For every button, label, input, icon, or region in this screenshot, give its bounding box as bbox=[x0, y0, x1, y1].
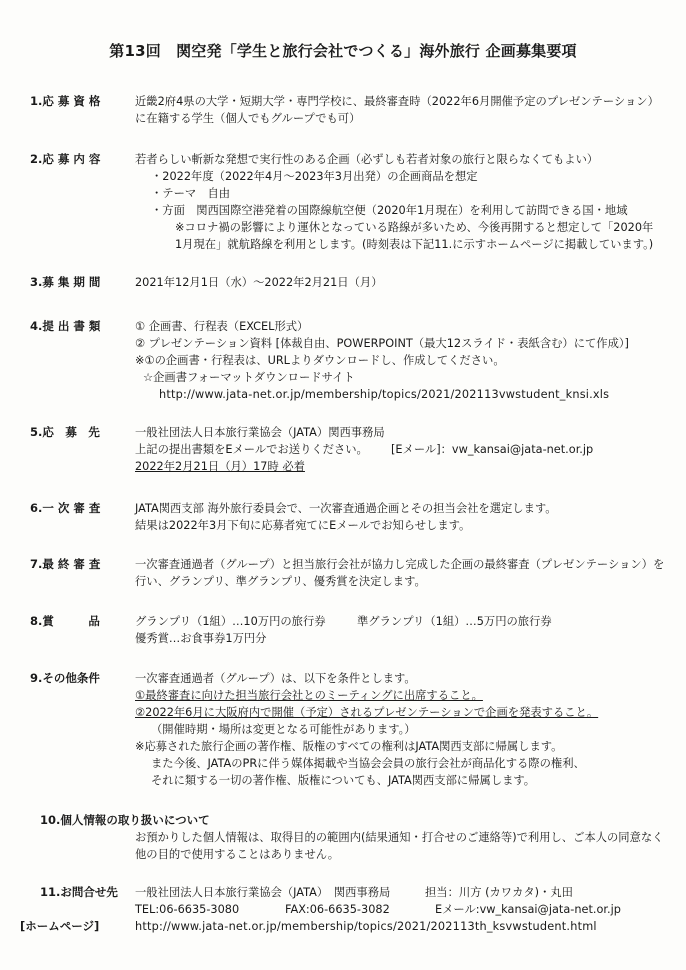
prize-excellence: 優秀賞…お食事券1万円分 bbox=[135, 632, 267, 645]
text-line: （開催時期・場所は変更となる可能性があります。） bbox=[151, 723, 416, 736]
instruction-text: 上記の提出書類をEメールでお送りください。 bbox=[135, 443, 368, 456]
section-label: 8.賞 品 bbox=[30, 614, 100, 628]
org-name: 一般社団法人日本旅行業協会（JATA） 関西事務局 bbox=[135, 886, 391, 899]
text-line: 若者らしい斬新な発想で実行性のある企画（必ずしも若者対象の旅行と限らなくてもよい） bbox=[135, 153, 599, 166]
fax-number: FAX:06-6635-3082 bbox=[285, 903, 390, 916]
text-line: ※①の企画書・行程表は、URLよりダウンロードし、作成してください。 bbox=[135, 354, 505, 367]
section-body bbox=[135, 274, 665, 291]
text-line: 2021年12月1日（水）～2022年2月21日（月） bbox=[135, 276, 383, 289]
text-line: ・2022年度（2022年4月～2023年3月出発）の企画商品を想定 bbox=[151, 170, 478, 183]
section-body bbox=[135, 613, 665, 647]
section-label: 11.お問合せ先 bbox=[40, 885, 118, 899]
text-line: 近畿2府4県の大学・短期大学・専門学校に、最終審査時（2022年6月開催予定のプレゼンテーション） bbox=[135, 95, 659, 108]
homepage-label: [ホームページ] bbox=[20, 919, 100, 933]
text-line bbox=[135, 901, 665, 918]
section-body bbox=[135, 500, 665, 534]
text-line: 他の目的で使用することはありません。 bbox=[135, 848, 340, 861]
text-line bbox=[135, 441, 665, 458]
text-line: 一般社団法人日本旅行業協会（JATA）関西事務局 bbox=[135, 426, 385, 439]
text-line: ☆企画書フォーマットダウンロードサイト bbox=[143, 371, 355, 384]
section-label: 10.個人情報の取り扱いについて bbox=[40, 813, 210, 827]
text-line: 行い、グランプリ、準グランプリ、優秀賞を決定します。 bbox=[135, 575, 426, 588]
section-label: 1.応 募 資 格 bbox=[30, 94, 101, 108]
section-body bbox=[135, 151, 665, 253]
section-label: 3.募 集 期 間 bbox=[30, 275, 101, 289]
section-label: 7.最 終 審 査 bbox=[30, 557, 101, 571]
section-label: 2.応 募 内 容 bbox=[30, 152, 101, 166]
text-line: に在籍する学生（個人でもグループでも可） bbox=[135, 112, 361, 125]
text-line: JATA関西支部 海外旅行委員会で、一次審査通過企画とその担当会社を選定します。 bbox=[135, 502, 557, 515]
section-body bbox=[135, 318, 665, 403]
deadline-text: 2022年2月21日（月）17時 必着 bbox=[135, 460, 305, 473]
download-link[interactable]: http://www.jata-net.or.jp/membership/topics/2021/202113vwstudent_knsi.xls bbox=[159, 388, 610, 401]
text-line: 結果は2022年3月下旬に応募者宛てにEメールでお知らせします。 bbox=[135, 519, 471, 532]
text-line: ② プレゼンテーション資料 [体裁自由、POWERPOINT（最大12スライド・表紙含む）にて作成）] bbox=[135, 337, 629, 350]
text-line: ②2022年6月に大阪府内で開催（予定）されるプレゼンテーションで企画を発表すること。 bbox=[135, 706, 599, 719]
page-title: 第13回 関空発「学生と旅行会社でつくる」海外旅行 企画募集要項 bbox=[109, 42, 577, 60]
text-line: お預かりした個人情報は、取得目的の範囲内(結果通知・打合せのご連絡等)で利用し、ご本人の同意なく bbox=[135, 831, 664, 844]
email-address[interactable]: [Eメール]：vw_kansai@jata-net.or.jp bbox=[391, 443, 594, 456]
text-line: 一次審査通過者（グループ）と担当旅行会社が協力し完成した企画の最終審査（プレゼンテーション）を bbox=[135, 558, 665, 571]
text-line: ① 企画書、行程表（EXCEL形式） bbox=[135, 320, 309, 333]
text-line: ※コロナ禍の影響により運休となっている路線が多いため、今後再開すると想定して「2020年 bbox=[175, 221, 654, 234]
section-label: 9.その他条件 bbox=[30, 671, 100, 685]
text-line bbox=[135, 884, 665, 901]
text-line: 1月現在」就航路線を利用とします。(時刻表は下記11.に示すホームページに掲載しています。) bbox=[175, 238, 654, 251]
text-line: ・方面 関西国際空港発着の国際線航空便（2020年1月現在）を利用して訪問できる国・地域 bbox=[151, 204, 628, 217]
text-line: それに類する一切の著作権、版権についても、JATA関西支部に帰属します。 bbox=[151, 774, 536, 787]
text-line bbox=[135, 613, 665, 630]
homepage-link[interactable]: http://www.jata-net.or.jp/membership/topics/2021/202113th_ksvwstudent.html bbox=[135, 920, 597, 933]
section-body bbox=[135, 829, 665, 863]
text-line: 一次審査通過者（グループ）は、以下を条件とします。 bbox=[135, 672, 416, 685]
text-line: ・テーマ 自由 bbox=[151, 187, 231, 200]
contact-email[interactable]: Eメール:vw_kansai@jata-net.or.jp bbox=[435, 903, 621, 916]
section-body bbox=[135, 556, 665, 590]
contact-person: 担当：川方 (カワカタ)・丸田 bbox=[425, 886, 573, 899]
section-body bbox=[135, 670, 665, 789]
section-body bbox=[135, 93, 665, 127]
tel-number: TEL:06-6635-3080 bbox=[135, 903, 240, 916]
text-line: ①最終審査に向けた担当旅行会社とのミーティングに出席すること。 bbox=[135, 689, 483, 702]
text-line: また今後、JATAのPRに伴う媒体掲載や当協会会員の旅行会社が商品化する際の権利、 bbox=[151, 757, 585, 770]
prize-runner-up: 準グランプリ（1組）…5万円の旅行券 bbox=[357, 615, 552, 628]
section-label: 6.一 次 審 査 bbox=[30, 501, 101, 515]
text-line: ※応募された旅行企画の著作権、版権のすべての権利はJATA関西支部に帰属します。 bbox=[135, 740, 563, 753]
section-label: 5.応 募 先 bbox=[30, 425, 100, 439]
prize-grand: グランプリ（1組）…10万円の旅行券 bbox=[135, 615, 326, 628]
section-body bbox=[135, 424, 665, 475]
section-label: 4.提 出 書 類 bbox=[30, 319, 101, 333]
section-body bbox=[135, 884, 665, 935]
